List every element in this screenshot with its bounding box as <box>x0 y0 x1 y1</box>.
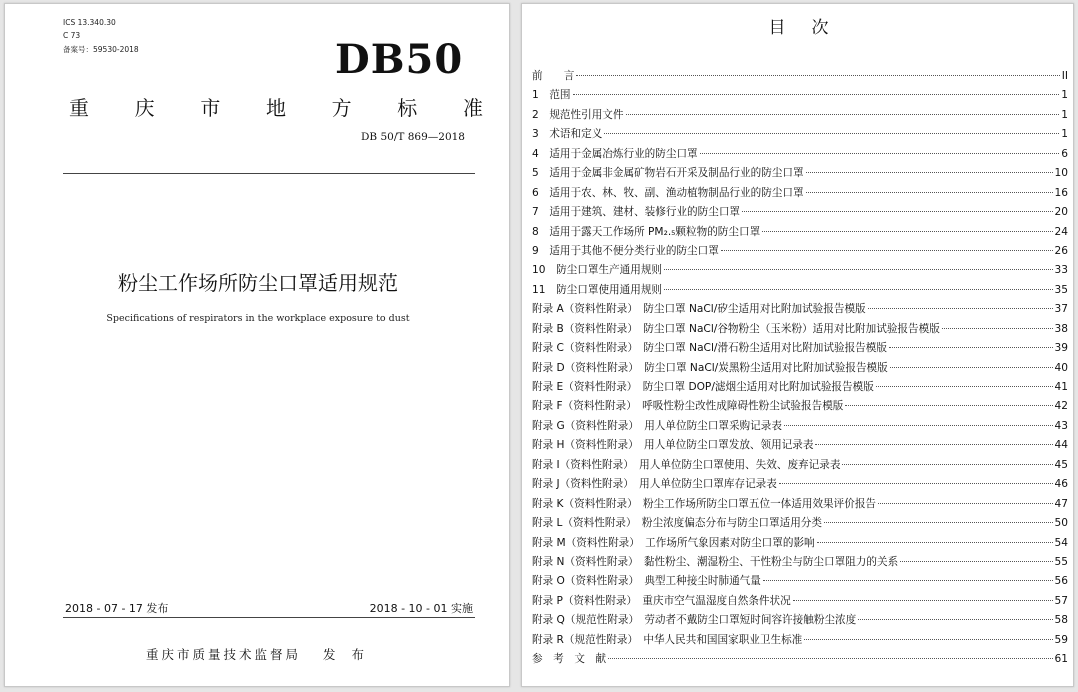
toc-leader-dots <box>700 153 1060 154</box>
toc-page <box>521 3 1074 687</box>
toc-entry-label: 附录 A（资料性附录） 防尘口罩 NaCl/矽尘适用对比附加试验报告模版 <box>532 303 866 316</box>
toc-leader-dots <box>793 600 1053 601</box>
standard-type-char: 准 <box>462 96 483 120</box>
toc-entry[interactable] <box>532 632 1068 651</box>
toc-leader-dots <box>845 405 1052 406</box>
toc-leader-dots <box>573 94 1060 95</box>
toc-entry[interactable] <box>532 224 1068 243</box>
standard-type-char: 方 <box>331 96 352 120</box>
toc-entry-page: 43 <box>1054 419 1068 432</box>
toc-entry[interactable] <box>532 535 1068 554</box>
toc-entry-page: 42 <box>1054 400 1068 413</box>
toc-entry-label: 7 适用于建筑、建材、装修行业的防尘口罩 <box>532 206 741 219</box>
toc-entry[interactable] <box>532 398 1068 417</box>
toc-entry-page: 37 <box>1054 303 1068 316</box>
toc-entry-label: 附录 D（资料性附录） 防尘口罩 NaCl/炭黑粉尘适用对比附加试验报告模版 <box>532 361 888 374</box>
toc-entry[interactable] <box>532 262 1068 281</box>
toc-entry[interactable] <box>532 340 1068 359</box>
toc-leader-dots <box>742 211 1052 212</box>
issuer-line <box>5 645 510 663</box>
toc-entry-label: 附录 P（资料性附录） 重庆市空气温湿度自然条件状况 <box>532 594 791 607</box>
toc-entry-page: 26 <box>1054 244 1068 257</box>
toc-entry[interactable] <box>532 476 1068 495</box>
toc-entry-label: 11 防尘口罩使用通用规则 <box>532 283 663 296</box>
toc-leader-dots <box>868 308 1053 309</box>
toc-entry[interactable] <box>532 282 1068 301</box>
toc-entry-label: 参 考 文 献 <box>532 653 607 666</box>
toc-entry-label: 1 范围 <box>532 89 571 102</box>
toc-leader-dots <box>890 367 1053 368</box>
toc-entry-page: 39 <box>1054 342 1068 355</box>
toc-leader-dots <box>721 250 1053 251</box>
toc-leader-dots <box>806 192 1053 193</box>
implementation-date: 2018 - 10 - 01 实施 <box>369 602 473 615</box>
toc-heading-char: 次 <box>811 18 829 38</box>
toc-entry-label: 附录 K（资料性附录） 粉尘工作场所防尘口罩五位一体适用效果评价报告 <box>532 497 877 510</box>
toc-leader-dots <box>878 503 1053 504</box>
toc-entry-page: 44 <box>1054 439 1068 452</box>
toc-leader-dots <box>762 231 1052 232</box>
ccs-code: C 73 <box>63 31 81 40</box>
toc-entry-label: 附录 L（资料性附录） 粉尘浓度偏态分布与防尘口罩适用分类 <box>532 517 822 530</box>
toc-entry[interactable] <box>532 612 1068 631</box>
toc-leader-dots <box>664 289 1053 290</box>
published-label: 发 布 <box>323 647 370 662</box>
toc-entry-label: 10 防尘口罩生产通用规则 <box>532 264 663 277</box>
toc-entry-label: 8 适用于露天工作场所 PM₂.₅颗粒物的防尘口罩 <box>532 225 761 238</box>
toc-entry[interactable] <box>532 68 1068 87</box>
toc-leader-dots <box>876 386 1053 387</box>
toc-entry-label: 附录 R（规范性附录） 中华人民共和国国家职业卫生标准 <box>532 633 803 646</box>
toc-entry[interactable] <box>532 379 1068 398</box>
toc-leader-dots <box>817 542 1053 543</box>
toc-leader-dots <box>576 75 1059 76</box>
standard-type <box>69 92 483 121</box>
toc-entry-label: 附录 I（资料性附录） 用人单位防尘口罩使用、失效、废弃记录表 <box>532 458 841 471</box>
toc-entry[interactable] <box>532 204 1068 223</box>
toc-entry-page: 57 <box>1054 594 1068 607</box>
toc-entry-page: 61 <box>1054 653 1068 666</box>
toc-leader-dots <box>815 444 1052 445</box>
ics-code: ICS 13.340.30 <box>63 18 116 27</box>
toc-leader-dots <box>842 464 1052 465</box>
toc-entry-page: 16 <box>1054 186 1068 199</box>
toc-entry[interactable] <box>532 496 1068 515</box>
toc-leader-dots <box>824 522 1053 523</box>
toc-entry-label: 附录 J（资料性附录） 用人单位防尘口罩库存记录表 <box>532 478 777 491</box>
toc-leader-dots <box>763 580 1053 581</box>
toc-entry-page: 40 <box>1054 361 1068 374</box>
toc-entry-page: 20 <box>1054 206 1068 219</box>
toc-entry[interactable] <box>532 515 1068 534</box>
toc-entry[interactable] <box>532 107 1068 126</box>
toc-entry[interactable] <box>532 165 1068 184</box>
toc-entry-page: 33 <box>1054 264 1068 277</box>
toc-entry-label: 2 规范性引用文件 <box>532 108 624 121</box>
toc-entry[interactable] <box>532 126 1068 145</box>
toc-entry[interactable] <box>532 321 1068 340</box>
toc-entry-label: 附录 C（资料性附录） 防尘口罩 NaCl/滑石粉尘适用对比附加试验报告模版 <box>532 342 887 355</box>
header-divider <box>63 173 475 174</box>
record-number: 备案号：59530-2018 <box>63 45 139 54</box>
standard-type-char: 庆 <box>134 96 155 120</box>
toc-entry-label: 附录 N（资料性附录） 黏性粉尘、潮湿粉尘、干性粉尘与防尘口罩阻力的关系 <box>532 555 899 568</box>
toc-entry-page: 1 <box>1061 108 1068 121</box>
toc-entry-label: 附录 E（资料性附录） 防尘口罩 DOP/滤烟尘适用对比附加试验报告模版 <box>532 381 874 393</box>
toc-entry-page: 54 <box>1054 536 1068 549</box>
toc-entry-label: 附录 M（资料性附录） 工作场所气象因素对防尘口罩的影响 <box>532 536 815 549</box>
standard-type-char: 地 <box>265 96 286 120</box>
toc-entry-label: 5 适用于金属非金属矿物岩石开采及制品行业的防尘口罩 <box>532 167 804 180</box>
document-title-cn: 粉尘工作场所防尘口罩适用规范 <box>118 271 398 295</box>
toc-leader-dots <box>900 561 1052 562</box>
toc-entry[interactable] <box>532 457 1068 476</box>
toc-leader-dots <box>889 347 1053 348</box>
toc-entry-page: 6 <box>1061 147 1068 160</box>
toc-entry-page: 46 <box>1054 478 1068 491</box>
toc-entry-page: 41 <box>1054 381 1068 393</box>
toc-entry[interactable] <box>532 418 1068 437</box>
toc-entry[interactable] <box>532 651 1068 670</box>
toc-list <box>532 68 1068 671</box>
toc-entry-page: 55 <box>1054 555 1068 568</box>
toc-leader-dots <box>779 483 1053 484</box>
issue-date: 2018 - 07 - 17 发布 <box>65 602 169 615</box>
toc-entry-page: 35 <box>1054 283 1068 296</box>
toc-leader-dots <box>804 639 1052 640</box>
toc-leader-dots <box>806 172 1053 173</box>
toc-entry-label: 3 术语和定义 <box>532 128 603 141</box>
toc-entry[interactable] <box>532 301 1068 320</box>
toc-entry-page: 10 <box>1054 167 1068 180</box>
toc-entry-label: 4 适用于金属冶炼行业的防尘口罩 <box>532 147 698 160</box>
issuer-name: 重庆市质量技术监督局 <box>146 647 302 662</box>
toc-entry-label: 附录 F（资料性附录） 呼吸性粉尘改性成障碍性粉尘试验报告模版 <box>532 400 844 413</box>
toc-entry[interactable] <box>532 437 1068 456</box>
toc-entry-page: 45 <box>1054 458 1068 471</box>
toc-entry[interactable] <box>532 573 1068 592</box>
toc-heading <box>522 13 1074 38</box>
standard-type-char: 市 <box>200 96 221 120</box>
toc-entry-page: 1 <box>1061 128 1068 141</box>
toc-heading-char: 目 <box>768 18 786 38</box>
toc-entry-page: 59 <box>1054 633 1068 646</box>
toc-leader-dots <box>664 269 1053 270</box>
toc-leader-dots <box>942 328 1053 329</box>
footer-divider <box>63 617 475 618</box>
toc-leader-dots <box>626 114 1060 115</box>
toc-entry[interactable] <box>532 146 1068 165</box>
toc-entry[interactable] <box>532 243 1068 262</box>
document-title-en: Specifications of respirators in the workplace exposure to dust <box>106 313 410 324</box>
toc-entry[interactable] <box>532 554 1068 573</box>
toc-entry-label: 前 言 <box>532 70 575 82</box>
toc-entry-page: 1 <box>1061 89 1068 102</box>
toc-leader-dots <box>784 425 1053 426</box>
standard-number: DB 50/T 869—2018 <box>361 131 465 143</box>
toc-entry-label: 附录 Q（规范性附录） 劳动者不戴防尘口罩短时间容许接触粉尘浓度 <box>532 614 857 627</box>
standard-type-char: 标 <box>397 96 418 120</box>
toc-entry-label: 附录 B（资料性附录） 防尘口罩 NaCl/谷物粉尘（玉米粉）适用对比附加试验报告模版 <box>532 322 940 335</box>
toc-entry[interactable] <box>532 185 1068 204</box>
toc-entry-label: 9 适用于其他不便分类行业的防尘口罩 <box>532 244 719 257</box>
toc-entry-label: 附录 H（资料性附录） 用人单位防尘口罩发放、领用记录表 <box>532 439 814 452</box>
toc-entry-page: 56 <box>1054 575 1068 588</box>
toc-entry-page: 58 <box>1054 614 1068 627</box>
toc-entry[interactable] <box>532 87 1068 106</box>
toc-entry-page: 50 <box>1054 517 1068 530</box>
toc-entry[interactable] <box>532 360 1068 379</box>
toc-entry-label: 6 适用于农、林、牧、副、渔动植物制品行业的防尘口罩 <box>532 186 804 199</box>
toc-entry-label: 附录 O（资料性附录） 典型工种接尘时肺通气量 <box>532 575 761 588</box>
standard-type-char: 重 <box>69 96 89 120</box>
toc-entry-label: 附录 G（资料性附录） 用人单位防尘口罩采购记录表 <box>532 419 782 432</box>
toc-entry[interactable] <box>532 593 1068 612</box>
toc-entry-page: 47 <box>1054 497 1068 510</box>
standard-code: DB50 <box>335 36 464 83</box>
toc-leader-dots <box>858 619 1052 620</box>
toc-entry-page: 24 <box>1054 225 1068 238</box>
toc-entry-page: 38 <box>1054 322 1068 335</box>
toc-leader-dots <box>604 133 1059 134</box>
cover-page <box>4 3 510 687</box>
toc-entry-page: II <box>1061 70 1068 82</box>
toc-leader-dots <box>608 658 1052 659</box>
